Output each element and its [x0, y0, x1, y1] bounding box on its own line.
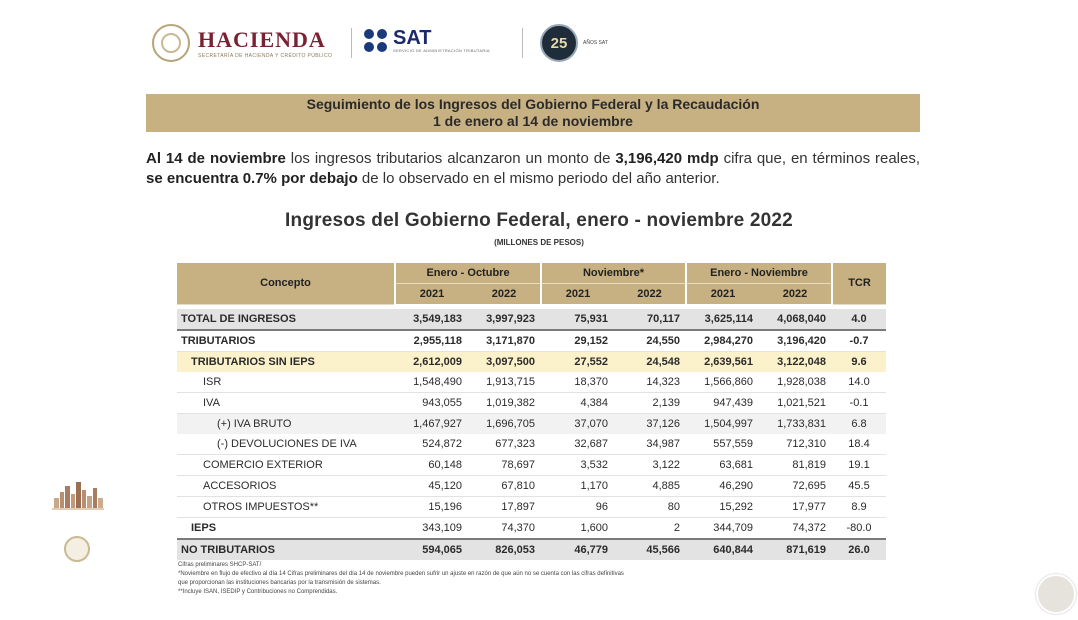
hacienda-logo [152, 24, 332, 62]
cell-value: 80 [614, 496, 686, 517]
cell-value: 712,310 [759, 434, 832, 455]
cell-value: 78,697 [468, 454, 541, 475]
header-concepto: Concepto [177, 263, 395, 304]
footnote: Cifras preliminares SHCP-SAT/ [178, 562, 262, 568]
cell-value: 943,055 [395, 392, 468, 413]
footnote: *Noviembre en flujo de efectivo al día 14 Cifras preliminares del día 14 de noviembre pueden sufrir un ajuste en razón de que aún no se cuenta con las cifras definitivas [178, 571, 624, 577]
cell-value: 1,021,521 [759, 392, 832, 413]
cell-tcr: 14.0 [832, 372, 886, 393]
cell-value: 45,566 [614, 539, 686, 560]
table-title: Ingresos del Gobierno Federal, enero - noviembre 2022 [285, 210, 793, 231]
cell-value: 74,370 [501, 521, 535, 534]
cell-value: 15,196 [395, 496, 468, 517]
table-row [177, 454, 886, 475]
header-year: 2022 [759, 284, 832, 305]
footnote: **Incluye ISAN, ISEDIP y Contribuciones no Comprendidas. [178, 589, 338, 595]
intro-text: cifra que, en términos reales, [718, 150, 921, 167]
cell-tcr: 26.0 [832, 539, 886, 560]
table-row [177, 517, 886, 539]
cell-value: 37,070 [541, 413, 614, 434]
row-concepto: NO TRIBUTARIOS [177, 539, 395, 560]
row-concepto: ACCESORIOS [177, 475, 395, 496]
table-row [177, 539, 886, 560]
revenue-table [177, 263, 886, 560]
cell-tcr: -80.0 [846, 521, 872, 534]
sat-title: SAT [393, 27, 432, 49]
cell-value: 46,779 [541, 539, 614, 560]
header-noviembre: Noviembre* [541, 263, 686, 284]
table-row [177, 413, 886, 434]
cell-value: 18,370 [541, 372, 614, 393]
cell-value: 1,913,715 [468, 372, 541, 393]
cell-tcr: 8.9 [832, 496, 886, 517]
hacienda-title: HACIENDA [198, 26, 326, 52]
cell-value: 826,053 [468, 539, 541, 560]
intro-date: Al 14 de noviembre [146, 150, 286, 167]
row-concepto: TOTAL DE INGRESOS [177, 309, 395, 330]
cell-value: 72,695 [759, 475, 832, 496]
cell-value: 32,687 [541, 434, 614, 455]
cell-value: 4,384 [541, 392, 614, 413]
sat-subtitle: SERVICIO DE ADMINISTRACIÓN TRIBUTARIA [393, 48, 490, 53]
cell-value: 14,323 [614, 372, 686, 393]
header-tcr: TCR [832, 263, 886, 304]
anniversary-logo [540, 24, 608, 62]
cell-value: 74,372 [792, 521, 827, 534]
cell-value: 2,612,009 [395, 351, 468, 372]
cell-value: 60,148 [395, 454, 468, 475]
city-skyline-icon [50, 480, 106, 512]
cell-value: 1,928,038 [759, 372, 832, 393]
cell-value: 24,548 [614, 351, 686, 372]
sat-logo [364, 28, 490, 53]
cell-value: 1,600 [580, 521, 608, 534]
table-row [177, 392, 886, 413]
corner-logo-icon [1036, 574, 1076, 614]
cell-value: 3,097,500 [468, 351, 541, 372]
header-year: 2022 [614, 284, 686, 305]
cell-value: 524,872 [395, 434, 468, 455]
row-concepto: (-) DEVOLUCIONES DE IVA [177, 434, 395, 455]
cell-value: 75,931 [541, 309, 614, 330]
cell-value: 3,997,923 [468, 309, 541, 330]
cell-tcr: -0.7 [832, 330, 886, 352]
cell-value: 947,439 [686, 392, 759, 413]
national-seal-icon [64, 536, 90, 562]
cell-tcr: 45.5 [832, 475, 886, 496]
cell-value: 2,139 [614, 392, 686, 413]
cell-value: 640,844 [686, 539, 759, 560]
cell-value: 344,709 [713, 521, 754, 534]
cell-value: 3,532 [541, 454, 614, 475]
header-divider [522, 28, 523, 58]
cell-value: 1,733,831 [759, 413, 832, 434]
cell-value: 2,955,118 [395, 330, 468, 352]
header-enero-noviembre: Enero - Noviembre [686, 263, 832, 284]
cell-tcr: -0.1 [832, 392, 886, 413]
cell-tcr: 9.6 [832, 351, 886, 372]
cell-value: 45,120 [395, 475, 468, 496]
table-row [177, 372, 886, 393]
intro-text: los ingresos tributarios alcanzaron un monto de [285, 150, 616, 167]
cell-value: 24,550 [614, 330, 686, 352]
national-seal-icon [152, 24, 190, 62]
anniversary-badge-icon: 25 [540, 24, 578, 62]
header-year: 2021 [686, 284, 759, 305]
cell-value: 1,696,705 [468, 413, 541, 434]
cell-value: 594,065 [395, 539, 468, 560]
intro-change: se encuentra 0.7% por debajo [146, 170, 358, 187]
cell-value: 1,467,927 [395, 413, 468, 434]
table-row [177, 496, 886, 517]
cell-value: 67,810 [468, 475, 541, 496]
cell-value: 34,987 [614, 434, 686, 455]
cell-value: 1,504,997 [686, 413, 759, 434]
row-concepto: COMERCIO EXTERIOR [177, 454, 395, 475]
cell-tcr: 19.1 [832, 454, 886, 475]
cell-value: 1,566,860 [686, 372, 759, 393]
header-year: 2021 [541, 284, 614, 305]
cell-value: 2 [673, 521, 681, 534]
banner-line-1: Seguimiento de los Ingresos del Gobierno Federal y la Recaudación [306, 96, 760, 112]
cell-value: 557,559 [686, 434, 759, 455]
cell-tcr: 4.0 [832, 309, 886, 330]
cell-value: 81,819 [759, 454, 832, 475]
cell-value: 2,639,561 [686, 351, 759, 372]
row-concepto: TRIBUTARIOS [177, 330, 395, 352]
table-subtitle: (MILLONES DE PESOS) [494, 238, 584, 247]
intro-text: de lo observado en el mismo periodo del año anterior. [357, 170, 720, 187]
cell-value: 29,152 [541, 330, 614, 352]
row-concepto: (+) IVA BRUTO [177, 413, 395, 434]
cell-value: 871,619 [759, 539, 832, 560]
header-divider [351, 28, 352, 58]
title-banner [146, 94, 920, 132]
cell-value: 63,681 [686, 454, 759, 475]
row-concepto: IVA [177, 392, 395, 413]
cell-value: 96 [541, 496, 614, 517]
cell-value: 1,548,490 [395, 372, 468, 393]
table-row [177, 330, 886, 352]
header-enero-octubre: Enero - Octubre [395, 263, 541, 284]
hacienda-subtitle: SECRETARÍA DE HACIENDA Y CRÉDITO PÚBLICO [198, 52, 333, 59]
header-year: 2021 [395, 284, 468, 305]
footnote: que proporcionan las instituciones bancarias por la transmisión de sistemas. [178, 580, 381, 586]
cell-value: 3,625,114 [686, 309, 759, 330]
cell-value: 3,196,420 [759, 330, 832, 352]
header-year: 2022 [468, 284, 541, 305]
cell-value: 15,292 [686, 496, 759, 517]
cell-value: 2,984,270 [686, 330, 759, 352]
anniversary-text: AÑOS SAT [583, 40, 608, 46]
cell-value: 343,109 [422, 521, 462, 534]
row-concepto: TRIBUTARIOS SIN IEPS [177, 351, 395, 372]
cell-value: 17,977 [759, 496, 832, 517]
cell-value: 1,019,382 [468, 392, 541, 413]
cell-value: 4,885 [614, 475, 686, 496]
cell-value: 3,122,048 [759, 351, 832, 372]
cell-value: 1,170 [541, 475, 614, 496]
cell-value: 17,897 [468, 496, 541, 517]
row-concepto: ISR [177, 372, 395, 393]
cell-tcr: 6.8 [832, 413, 886, 434]
cell-tcr: 18.4 [832, 434, 886, 455]
cell-value: 70,117 [614, 309, 686, 330]
cell-value: 27,552 [541, 351, 614, 372]
table-row [177, 475, 886, 496]
cell-value: 3,171,870 [468, 330, 541, 352]
table-row [177, 434, 886, 455]
footnotes [178, 561, 898, 597]
cell-value: 3,549,183 [395, 309, 468, 330]
cell-value: 677,323 [468, 434, 541, 455]
sat-dots-icon [364, 29, 387, 52]
cell-value: 4,068,040 [759, 309, 832, 330]
intro-paragraph [146, 149, 920, 189]
table-row [177, 309, 886, 330]
row-concepto: OTROS IMPUESTOS** [177, 496, 395, 517]
cell-value: 46,290 [686, 475, 759, 496]
banner-line-2: 1 de enero al 14 de noviembre [433, 113, 633, 129]
cell-value: 37,126 [614, 413, 686, 434]
table-row [177, 351, 886, 372]
intro-amount: 3,196,420 mdp [615, 150, 719, 167]
cell-value: 3,122 [614, 454, 686, 475]
row-concepto: IEPS [191, 521, 217, 534]
